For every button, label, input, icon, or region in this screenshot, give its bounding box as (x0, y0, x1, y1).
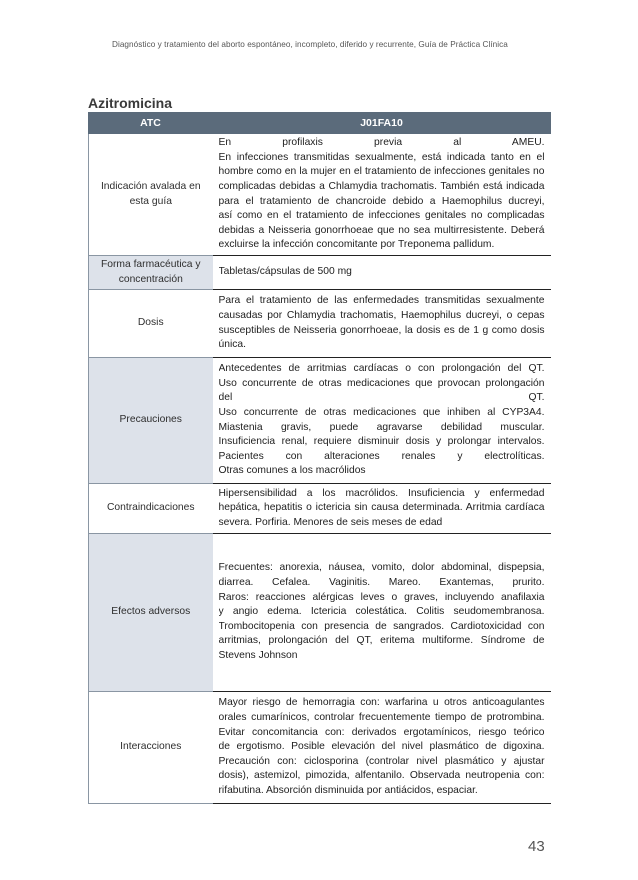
content-line: complicadas debidas a Chlamydia trachomatis. También está indicada (218, 180, 545, 192)
running-header: Diagnóstico y tratamiento del aborto espontáneo, incompleto, diferido y recurrente, Guía de Práctica Clínica (112, 40, 508, 49)
table-row (89, 484, 551, 534)
content-line: Insuficiencia renal, requiere disminuir dosis y prolongar intervalos. (218, 436, 545, 448)
content-line: Pacientes con alteraciones renales y electrolíticas. (218, 450, 545, 462)
content-line: Hipersensibilidad a los macrólidos. Insuficiencia y enfermedad (218, 487, 545, 499)
content-line: para el tratamiento de chancroide debido a Haemophilus ducreyi, (218, 195, 545, 207)
content-line: Evitar concomitancia con: derivados ergotamínicos, riesgo teórico (218, 726, 545, 738)
content-line: diarrea. Cefalea. Vaginitis. Mareo. Exantemas, prurito. (218, 577, 545, 589)
table-row (89, 290, 551, 358)
content-line: dosis), astemizol, pimozida, alfentanilo. Observada neutropenia con: (218, 770, 545, 782)
content-line: Para el tratamiento de las enfermedades transmitidas sexualmente (218, 295, 545, 307)
content-line: del QT. (218, 392, 545, 404)
content-line: orales cumarínicos, controlar frecuentemente tiempo de protrombina. (218, 712, 545, 724)
content-line: excluirse la infección concomitante por Treponema pallidum. (218, 239, 495, 251)
table-body (89, 134, 551, 804)
row-content (213, 290, 551, 358)
content-line: y angio edema. Ictericia colestática. Colitis seudomembranosa. (218, 606, 545, 618)
row-content (213, 256, 551, 290)
row-content (213, 134, 551, 256)
content-line: hepática, hepatitis o ictericia sin causa determinada. Arritmia cardíaca (218, 502, 545, 514)
content-line: Raros: reacciones alérgicas leves o graves, incluyendo anafilaxia (218, 591, 545, 603)
content-line: Precaución con: ciclosporina (controlar nivel plasmático y ajustar (218, 755, 545, 767)
content-line: Uso concurrente de otras medicaciones que provocan prolongación (218, 377, 545, 389)
table-row (89, 358, 551, 484)
page-number: 43 (528, 838, 545, 855)
header-cell-code: J01FA10 (213, 113, 551, 134)
table-row (89, 534, 551, 692)
row-content (213, 692, 551, 804)
content-line: Mayor riesgo de hemorragia con: warfarina u otros anticoagulantes (218, 697, 545, 709)
content-line: Uso concurrente de otras medicaciones que inhiben al CYP3A4. (218, 406, 545, 418)
row-content (213, 484, 551, 534)
content-line: única. (218, 339, 246, 351)
table-row (89, 692, 551, 804)
row-label: Dosis (89, 290, 213, 358)
content-line: Stevens Johnson (218, 649, 298, 661)
content-line: severa. Porfiria. Menores de seis meses de edad (218, 516, 443, 528)
section-title: Azitromicina (88, 95, 173, 111)
content-line: Otras comunes a los macrólidos (218, 465, 366, 477)
content-line: hombre como en la mujer en el tratamiento de infecciones genitales no (218, 166, 545, 178)
drug-info-table (88, 112, 551, 804)
content-line: Trombocitopenia con presencia de sangrados. Cardiotoxicidad con (218, 620, 545, 632)
content-line: En infecciones transmitidas sexualmente, está indicada tanto en el (218, 151, 545, 163)
content-line: arritmias, prolongación del QT, eritema multiforme. Síndrome de (218, 635, 545, 647)
table-header-row (89, 113, 551, 134)
content-line: de ergotismo. Posible elevación del nivel plasmático de digoxina. (218, 741, 545, 753)
content-line: debidas a Neisseria gonorrhoeae que no sea multirresistente. Deberá (218, 224, 545, 236)
content-line: Tabletas/cápsulas de 500 mg (218, 266, 352, 278)
table-row (89, 134, 551, 256)
content-line: Frecuentes: anorexia, náusea, vomito, dolor abdominal, dispepsia, (218, 562, 545, 574)
row-content (213, 358, 551, 484)
row-label: Forma farmacéutica y concentración (89, 256, 213, 290)
row-label: Efectos adversos (89, 534, 213, 692)
content-line: causadas por Chlamydia trachomatis, Haemophilus ducreyi, o cepas (218, 309, 545, 321)
row-content (213, 534, 551, 692)
row-label: Precauciones (89, 358, 213, 484)
row-label: Contraindicaciones (89, 484, 213, 534)
content-line: rifabutina. Absorción disminuida por antiácidos, espaciar. (218, 784, 478, 796)
content-line: Antecedentes de arritmias cardíacas o con prolongación del QT. (218, 363, 545, 375)
row-label: Indicación avalada en esta guía (89, 134, 213, 256)
row-label: Interacciones (89, 692, 213, 804)
content-line: susceptibles de Neisseria gonorrhoeae, la dosis es de 1 g como dosis (218, 324, 545, 336)
table-row (89, 256, 551, 290)
content-line: Miastenia gravis, puede agravarse debilidad muscular. (218, 421, 545, 433)
header-cell-atc: ATC (89, 113, 213, 134)
content-line: En profilaxis previa al AMEU. (218, 137, 545, 149)
content-line: así como en el tratamiento de infecciones genitales no complicadas (218, 210, 545, 222)
